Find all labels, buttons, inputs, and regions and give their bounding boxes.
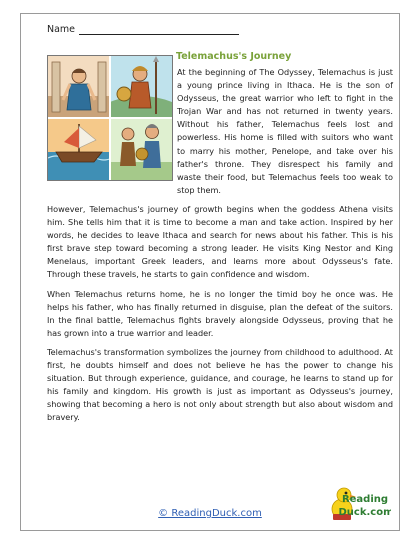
name-row [47,24,239,35]
passage-body [47,66,393,430]
name-label: Name [47,24,76,35]
paragraph-3: When Telemachus returns home, he is no longer the timid boy he once was. He helps his father, who has finally returned in disguise, plan the defeat of the suitors. In the final battle, Telemachus fights bravely alongside Odysseus, proving that he has grown into a true warrior and leader. [47,288,393,338]
logo-text-line1: Reading [341,494,389,505]
worksheet-page [20,13,400,531]
reading-duck-link[interactable]: © ReadingDuck.com [158,508,262,519]
duck-icon [331,480,391,524]
paragraph-1: At the beginning of The Odyssey, Telemachus is just a young prince living in Ithaca. He is the son of Odysseus, the great warrior who left to fight in the Trojan War and has not returned in twenty years. Without his father, Telemachus feels lost and powerless. His home is filled with suitors who want to marry his mother, Penelope, and take over his father's throne. They disrespect his family and waste their food, but Telemachus feels too weak to stop them. [177,67,393,195]
paragraph-2: However, Telemachus's journey of growth begins when the goddess Athena visits him. She tells him that it is time to become a man and take action. Inspired by her words, he decides to leave Ithaca and search for news about his father. This is his first brave step toward becoming a strong leader. He visits King Nestor and King Menelaus, important Greek leaders, and learns more about Odysseus's fate. Through these travels, he starts to gain confidence and wisdom. [47,203,393,280]
passage-title: Telemachus's Journey [176,51,292,62]
reading-duck-logo [331,480,391,524]
name-field-line[interactable] [79,25,239,35]
logo-text-line2: Duck.com [338,507,391,518]
paragraph-4: Telemachus's transformation symbolizes the journey from childhood to adulthood. At first, he doubts himself and does not believe he has the power to change his situation. But through experience, guidance, and courage, he learns to stand up for his family and kingdom. His growth is just as important as Odysseus's journey, showing that becoming a hero is not only about strength but also about wisdom and bravery. [47,346,393,423]
